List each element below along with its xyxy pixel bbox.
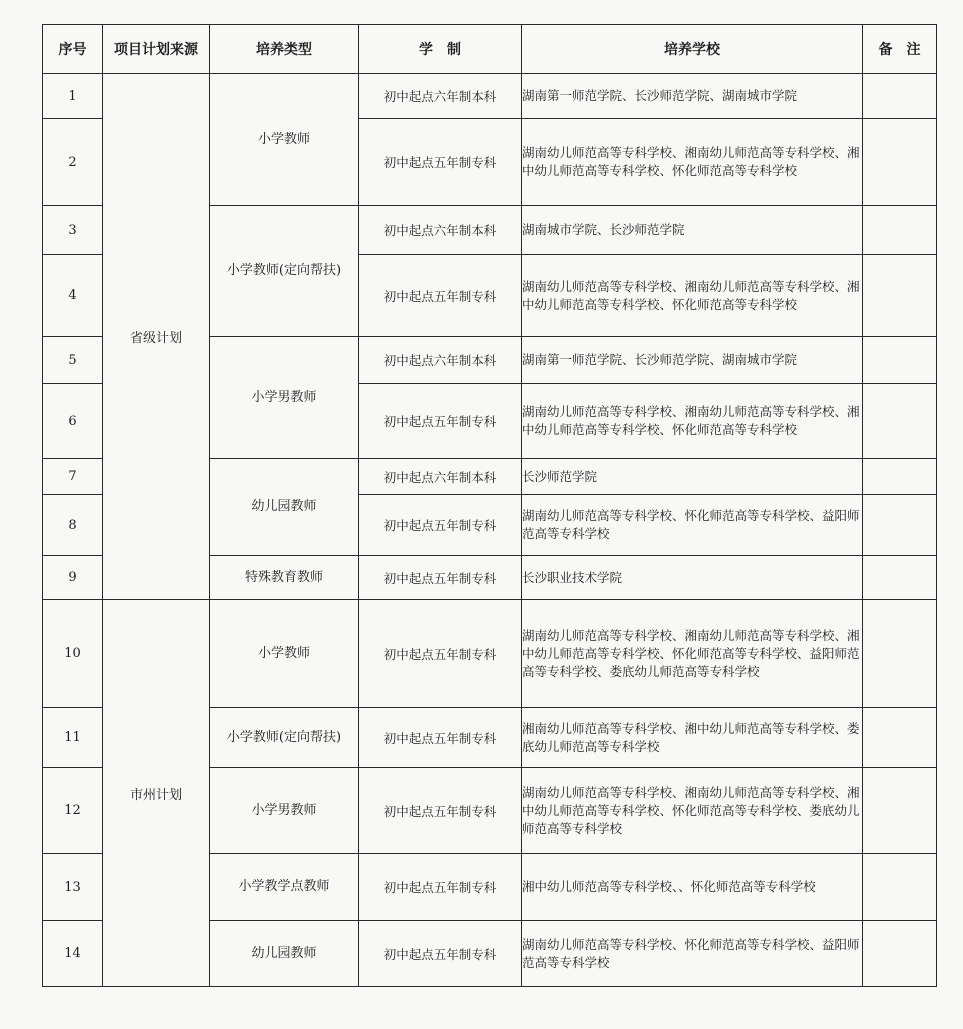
school-cell: 长沙职业技术学院 [522,556,863,600]
school-cell: 湖南幼儿师范高等专科学校、湘南幼儿师范高等专科学校、湘中幼儿师范高等专科学校、怀化师范高等专科学校 [522,119,863,206]
row-index: 10 [43,600,103,708]
row-index: 7 [43,459,103,495]
system-cell: 初中起点五年制专科 [359,921,522,987]
source-provincial: 省级计划 [103,74,210,600]
header-note: 备 注 [863,25,937,74]
source-city: 市州计划 [103,600,210,987]
note-cell [863,337,937,384]
type-cell: 小学男教师 [210,768,359,854]
row-index: 3 [43,206,103,255]
note-cell [863,459,937,495]
header-school: 培养学校 [522,25,863,74]
header-type: 培养类型 [210,25,359,74]
header-index: 序号 [43,25,103,74]
row-index: 14 [43,921,103,987]
note-cell [863,600,937,708]
row-index: 4 [43,255,103,337]
school-cell: 湖南幼儿师范高等专科学校、湘南幼儿师范高等专科学校、湘中幼儿师范高等专科学校、怀化师范高等专科学校 [522,384,863,459]
row-index: 8 [43,495,103,556]
school-cell: 湖南第一师范学院、长沙师范学院、湖南城市学院 [522,337,863,384]
school-cell: 湖南幼儿师范高等专科学校、湘南幼儿师范高等专科学校、湘中幼儿师范高等专科学校、怀化师范高等专科学校、娄底幼儿师范高等专科学校 [522,768,863,854]
system-cell: 初中起点五年制专科 [359,600,522,708]
table-row [43,600,937,708]
row-index: 12 [43,768,103,854]
row-index: 9 [43,556,103,600]
system-cell: 初中起点五年制专科 [359,708,522,768]
note-cell [863,495,937,556]
teacher-training-table [42,24,937,987]
note-cell [863,384,937,459]
type-cell: 小学教师(定向帮扶) [210,708,359,768]
note-cell [863,921,937,987]
note-cell [863,206,937,255]
school-cell: 湘南幼儿师范高等专科学校、湘中幼儿师范高等专科学校、娄底幼儿师范高等专科学校 [522,708,863,768]
system-cell: 初中起点五年制专科 [359,119,522,206]
type-cell: 小学教师 [210,600,359,708]
note-cell [863,768,937,854]
school-cell: 湖南幼儿师范高等专科学校、湘南幼儿师范高等专科学校、湘中幼儿师范高等专科学校、怀化师范高等专科学校 [522,255,863,337]
system-cell: 初中起点六年制本科 [359,74,522,119]
row-index: 13 [43,854,103,921]
system-cell: 初中起点六年制本科 [359,459,522,495]
system-cell: 初中起点五年制专科 [359,384,522,459]
row-index: 6 [43,384,103,459]
school-cell: 湖南第一师范学院、长沙师范学院、湖南城市学院 [522,74,863,119]
type-cell: 幼儿园教师 [210,459,359,556]
type-cell: 小学男教师 [210,337,359,459]
system-cell: 初中起点五年制专科 [359,255,522,337]
type-cell: 特殊教育教师 [210,556,359,600]
header-system: 学 制 [359,25,522,74]
system-cell: 初中起点五年制专科 [359,854,522,921]
system-cell: 初中起点六年制本科 [359,337,522,384]
note-cell [863,854,937,921]
school-cell: 湖南幼儿师范高等专科学校、湘南幼儿师范高等专科学校、湘中幼儿师范高等专科学校、怀化师范高等专科学校、益阳师范高等专科学校、娄底幼儿师范高等专科学校 [522,600,863,708]
system-cell: 初中起点五年制专科 [359,556,522,600]
row-index: 5 [43,337,103,384]
note-cell [863,708,937,768]
header-source: 项目计划来源 [103,25,210,74]
note-cell [863,556,937,600]
note-cell [863,119,937,206]
type-cell: 小学教师 [210,74,359,206]
row-index: 2 [43,119,103,206]
system-cell: 初中起点五年制专科 [359,495,522,556]
row-index: 1 [43,74,103,119]
system-cell: 初中起点六年制本科 [359,206,522,255]
note-cell [863,74,937,119]
school-cell: 湖南幼儿师范高等专科学校、怀化师范高等专科学校、益阳师范高等专科学校 [522,495,863,556]
school-cell: 湖南城市学院、长沙师范学院 [522,206,863,255]
system-cell: 初中起点五年制专科 [359,768,522,854]
type-cell: 幼儿园教师 [210,921,359,987]
table-row [43,74,937,119]
type-cell: 小学教学点教师 [210,854,359,921]
type-cell: 小学教师(定向帮扶) [210,206,359,337]
school-cell: 湖南幼儿师范高等专科学校、怀化师范高等专科学校、益阳师范高等专科学校 [522,921,863,987]
note-cell [863,255,937,337]
table-header-row [43,25,937,74]
row-index: 11 [43,708,103,768]
school-cell: 长沙师范学院 [522,459,863,495]
school-cell: 湘中幼儿师范高等专科学校、、怀化师范高等专科学校 [522,854,863,921]
